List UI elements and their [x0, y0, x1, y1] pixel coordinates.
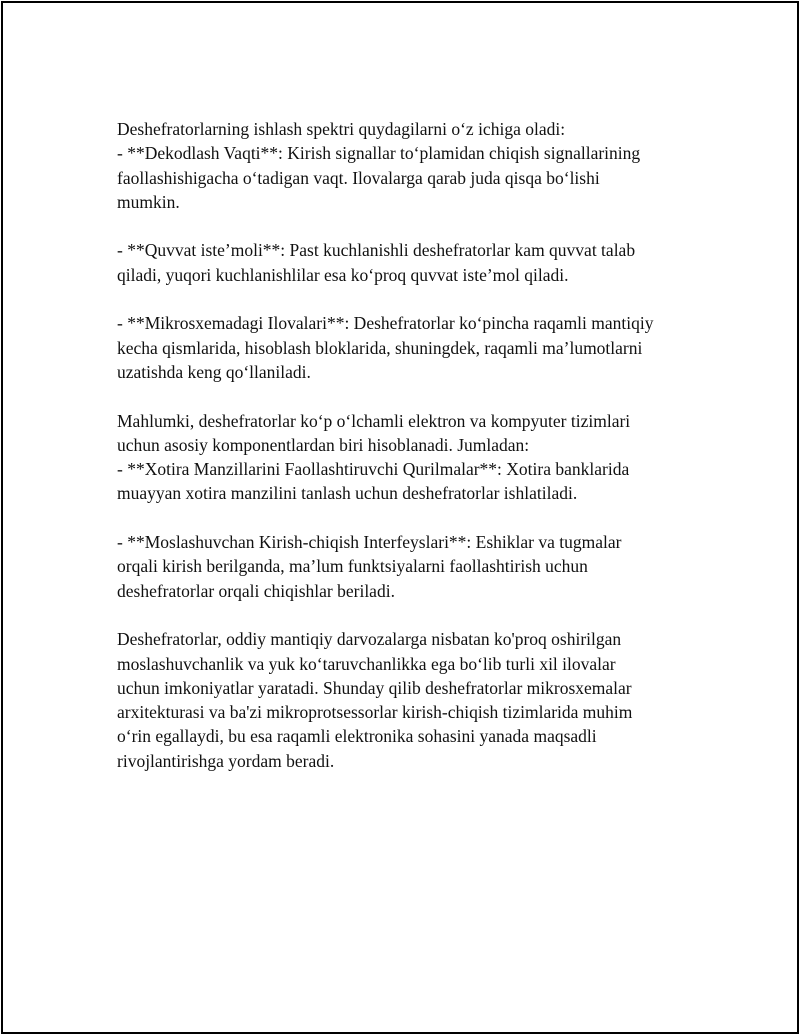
- paragraph-gap: [117, 603, 707, 627]
- text-line: qiladi, yuqori kuchlanishlilar esa ko‘proq quvvat iste’mol qiladi.: [117, 264, 569, 285]
- text-line: rivojlantirishga yordam beradi.: [117, 750, 335, 771]
- paragraph-gap: [117, 287, 707, 311]
- text-line: - **Moslashuvchan Kirish-chiqish Interfeyslari**: Eshiklar va tugmalar: [117, 532, 622, 553]
- text-line: Deshefratorlar, oddiy mantiqiy darvozalarga nisbatan ko'proq oshirilgan: [117, 629, 622, 650]
- text-line: uchun imkoniyatlar yaratadi. Shunday qilib deshefratorlar mikrosxemalar: [117, 677, 632, 698]
- text-line: o‘rin egallaydi, bu esa raqamli elektronika sohasini yanada maqsadli: [117, 726, 597, 747]
- document-body: [117, 117, 707, 773]
- text-line: uzatishda keng qo‘llaniladi.: [117, 361, 311, 382]
- text-line: - **Quvvat iste’moli**: Past kuchlanishli deshefratorlar kam quvvat talab: [117, 240, 636, 261]
- text-line: - **Xotira Manzillarini Faollashtiruvchi Qurilmalar**: Xotira banklarida: [117, 459, 630, 480]
- text-line: mumkin.: [117, 191, 180, 212]
- text-line: Mahlumki, deshefratorlar ko‘p o‘lchamli elektron va kompyuter tizimlari: [117, 410, 631, 431]
- paragraph-gap: [117, 506, 707, 530]
- text-line: arxitekturasi va ba'zi mikroprotsessorlar kirish-chiqish tizimlarida muhim: [117, 702, 633, 723]
- text-line: kecha qismlarida, hisoblash bloklarida, shuningdek, raqamli ma’lumotlarni: [117, 337, 643, 358]
- text-line: faollashishigacha o‘tadigan vaqt. Ilovalarga qarab juda qisqa bo‘lishi: [117, 167, 600, 188]
- text-line: orqali kirish berilganda, ma’lum funktsiyalarni faollashtirish uchun: [117, 556, 588, 577]
- paragraph-gap: [117, 384, 707, 408]
- text-line: Deshefratorlarning ishlash spektri quydagilarni o‘z ichiga oladi:: [117, 119, 566, 139]
- text-line: - **Dekodlash Vaqti**: Kirish signallar to‘plamidan chiqish signallarining: [117, 143, 641, 164]
- text-line: moslashuvchanlik va yuk ko‘taruvchanlikka ega bo‘lib turli xil ilovalar: [117, 653, 616, 674]
- text-line: uchun asosiy komponentlardan biri hisoblanadi. Jumladan:: [117, 434, 530, 455]
- text-line: deshefratorlar orqali chiqishlar beriladi.: [117, 580, 395, 601]
- paragraph-gap: [117, 214, 707, 238]
- text-line: - **Mikrosxemadagi Ilovalari**: Deshefratorlar ko‘pincha raqamli mantiqiy: [117, 313, 654, 334]
- text-line: muayyan xotira manzilini tanlash uchun deshefratorlar ishlatiladi.: [117, 483, 578, 504]
